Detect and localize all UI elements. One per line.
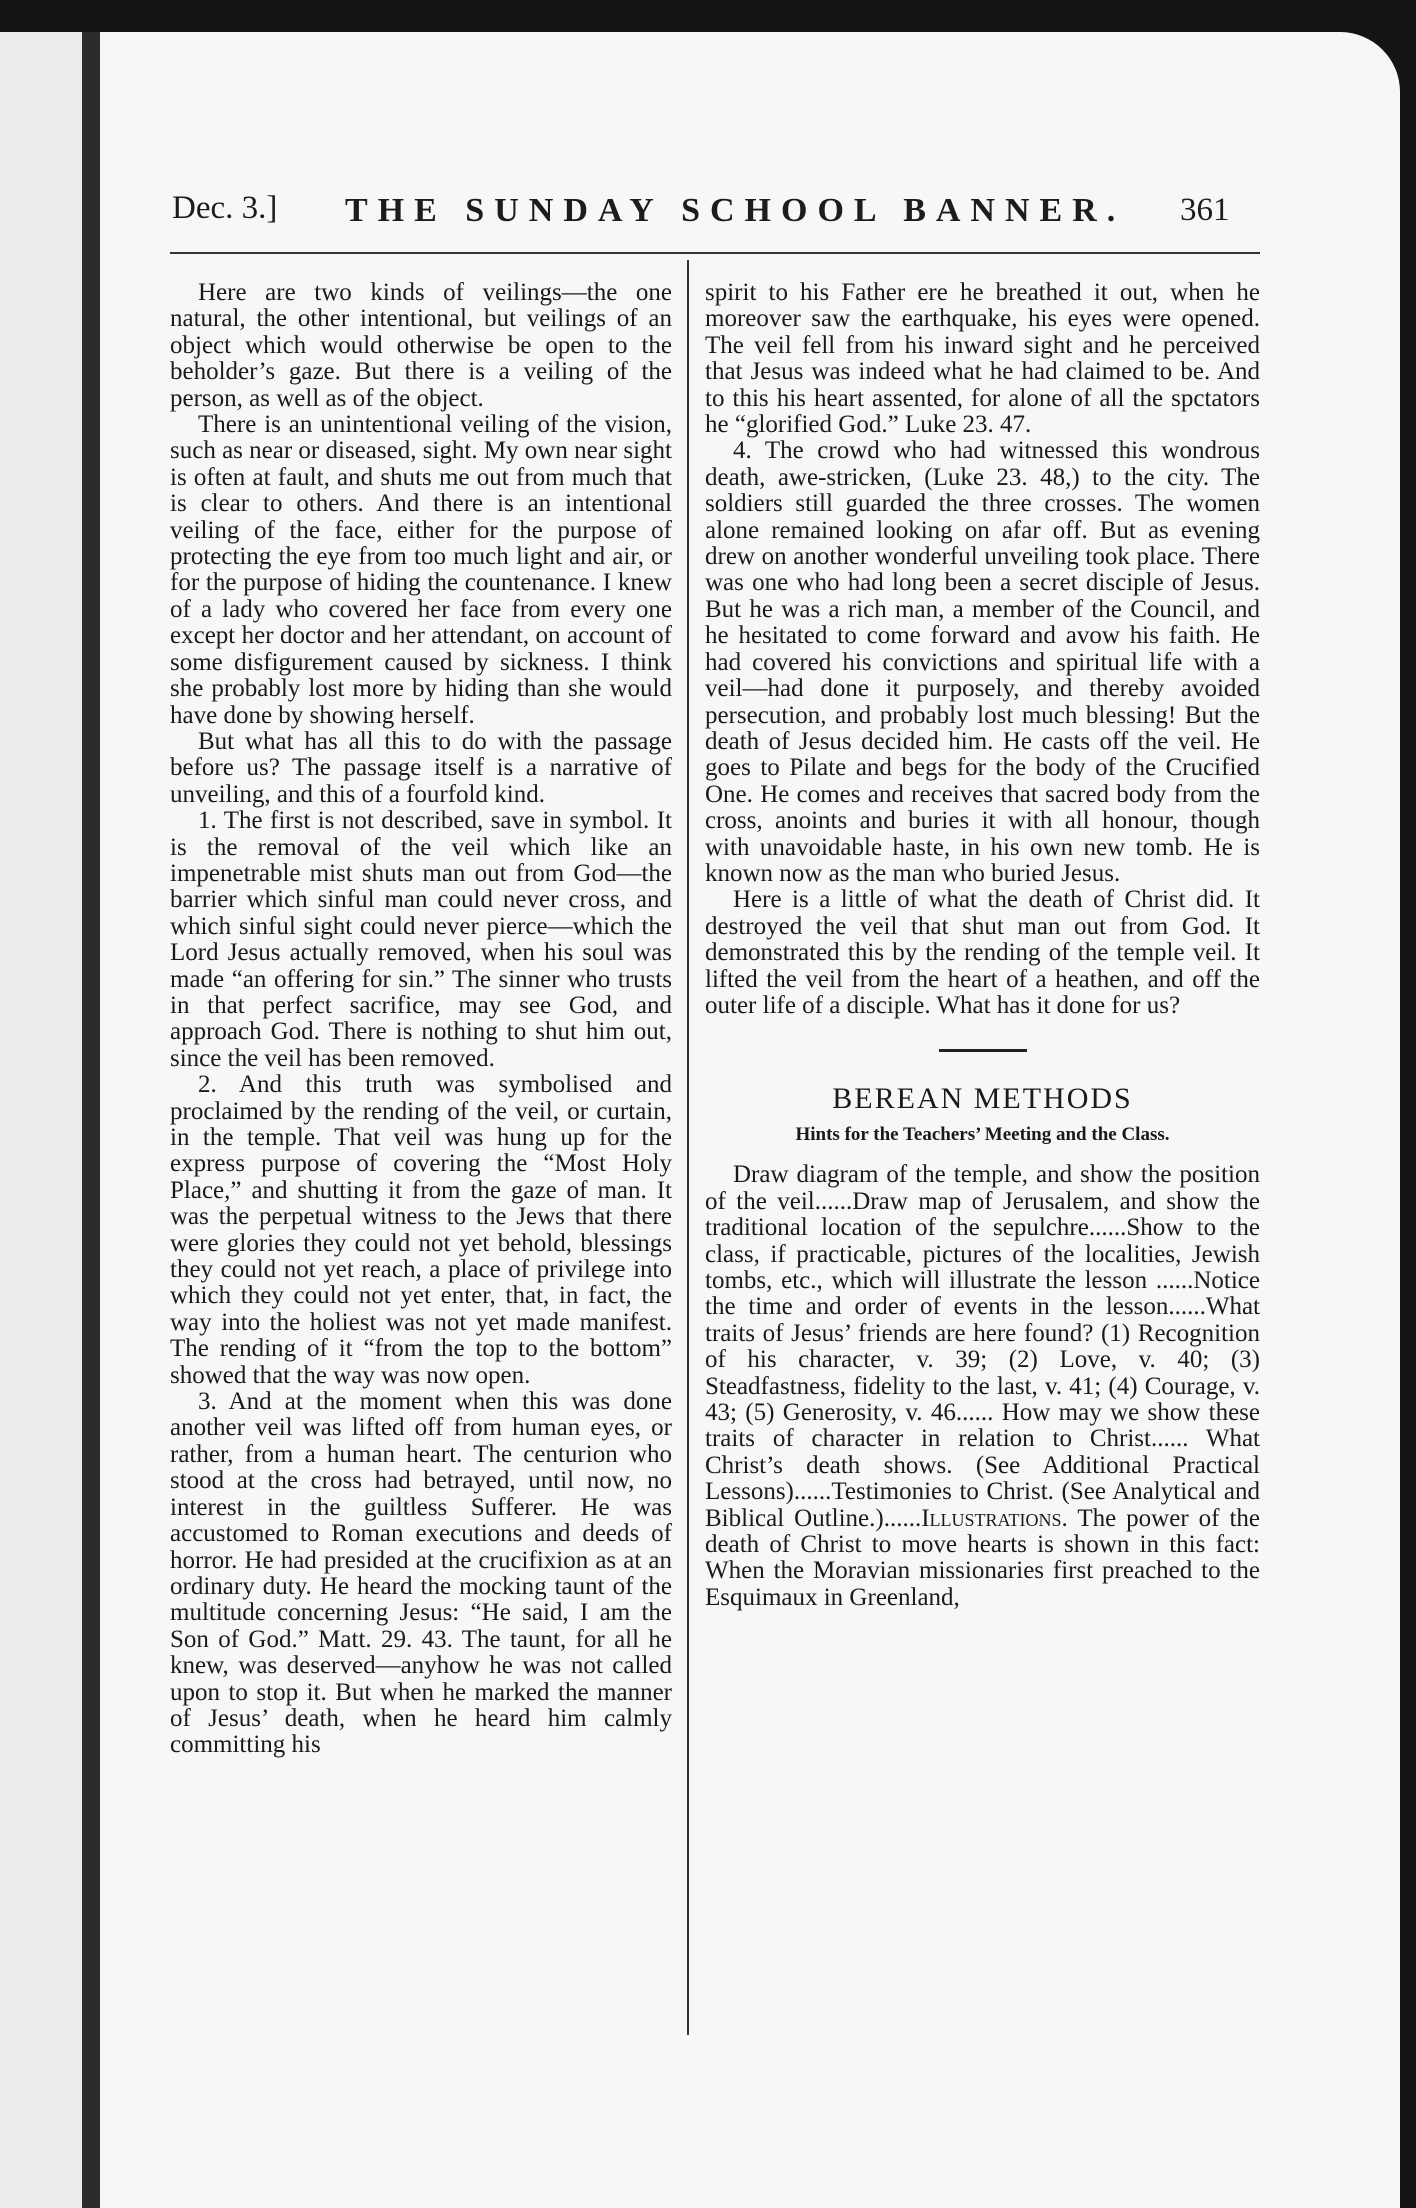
article-continuation [705,280,1260,1019]
page [100,32,1400,2208]
paragraph: Here are two kinds of veilings—the one natural, the other intentional, but veilings of an object which would otherwise be open to the beholder’s gaze. But there is a veiling of the person, as well as of the object. [170,279,672,412]
running-head-date: Dec. 3.] [172,190,278,226]
paragraph: There is an unintentional veiling of the vision, such as near or diseased, sight. My own near sight is often at fault, and shuts me out from much that is clear to others. And there is an intentional veiling of the face, either for the purpose of protecting the eye from too much light and air, or for the purpose of hiding the countenance. I knew of a lady who covered her face from every one except her doctor and her attendant, on account of some disfigurement caused by sickness. I think she probably lost more by hiding than she would have done by showing herself. [170,411,672,729]
berean-text-end: The power of the death of Christ to move hearts is shown in this fact: When the Moravian missionaries first preached to the Esquimaux in Greenland, [705,1504,1260,1611]
running-head-title: THE SUNDAY SCHOOL BANNER. [345,192,1126,229]
section-heading: BEREAN METHODS [832,1082,1133,1116]
illustrations-label: Illustrations. [921,1504,1068,1532]
paragraph: 2. And this truth was symbolised and proclaimed by the rending of the veil, or curtain, in the temple. That veil was hung up for the express purpose of covering the “Most Holy Place,” and shutting it from the gaze of man. It was the perpetual witness to the Jews that there were glories they could not yet behold, blessings they could not yet reach, a place of privilege into which they could not yet enter, that, in fact, the way into the holiest was not yet made manifest. The rending of it “from the top to the bottom” showed that the way was now open. [170,1071,672,1389]
paragraph: But what has all this to do with the passage before us? The passage itself is a narrative of unveiling, and this of a fourfold kind. [170,727,672,808]
berean-body [705,1162,1260,1611]
section-rule [939,1049,1027,1052]
paragraph: 4. The crowd who had witnessed this wondrous death, awe-stricken, (Luke 23. 48,) to the city. The soldiers still guarded the three crosses. The women alone remained looking on afar off. But as evening drew on another wonderful unveiling took place. There was one who had long been a secret disciple of Jesus. But he was a rich man, a member of the Council, and he hesitated to come forward and avow his faith. He had covered his convictions and spiritual life with a veil—had done it purposely, and thereby avoided persecution, and probably lost much blessing! But the death of Jesus decided him. He casts off the veil. He goes to Pilate and begs for the body of the Crucified One. He comes and receives that sacred body from the cross, anoints and buries it with all honour, though with unavoidable haste, in his own new tomb. He is known now as the man who buried Jesus. [705,437,1260,887]
right-column [705,280,1260,1611]
paragraph: 1. The first is not described, save in symbol. It is the removal of the veil which like an impenetrable mist shuts man out from God—the barrier which sinful man could never cross, and which sinful sight could never pierce—which the Lord Jesus actually removed, when his soul was made “an offering for sin.” The sinner who trusts in that perfect sacrifice, may see God, and approach God. There is nothing to shut him out, since the veil has been removed. [170,807,672,1072]
paragraph: 3. And at the moment when this was done another veil was lifted off from human eyes, or rather, from a human heart. The centurion who stood at the cross had betrayed, until now, no interest in the guiltless Sufferer. He was accustomed to Roman executions and deeds of horror. He had presided at the crucifixion as at an ordinary duty. He heard the mocking taunt of the multitude concerning Jesus: “He said, I am the Son of God.” Matt. 29. 43. The taunt, for all he knew, was deserved—anyhow he was not called upon to stop it. But when he marked the manner of Jesus’ death, when he heard him calmly committing his [170,1388,672,1759]
facing-page-edge [0,32,82,2208]
header-rule [170,252,1260,254]
left-column [170,280,672,1759]
page-number: 361 [1180,192,1230,228]
paragraph-continuation: spirit to his Father ere he breathed it out, when he moreover saw the earthquake, his eyes were opened. The veil fell from his inward sight and he perceived that Jesus was indeed what he had claimed to be. And to this his heart assented, for alone of all the spctators he “glorified God.” Luke 23. 47. [705,279,1260,439]
berean-text: Draw diagram of the temple, and show the position of the veil......Draw map of Jerusalem, and show the traditional location of the sepulchre......Show to the class, if practicable, pictures of the localities, Jewish tombs, etc., which will illustrate the lesson ......Notice the time and order of events in the lesson......What traits of Jesus’ friends are here found? (1) Recognition of his character, v. 39; (2) Love, v. 40; (3) Steadfastness, fidelity to the last, v. 41; (4) Courage, v. 43; (5) Generosity, v. 46...... How may we show these traits of character in relation to Christ...... What Christ’s death shows. (See Additional Practical Lessons)......Testimonies to Christ. (See Analytical and Biblical Outline.)...... [705,1161,1260,1532]
column-divider [687,260,689,2035]
paragraph: Here is a little of what the death of Christ did. It destroyed the veil that shut man out from God. It demonstrated this by the rending of the temple veil. It lifted the veil from the heart of a heathen, and off the outer life of a disciple. What has it done for us? [705,886,1260,1019]
binding-gutter [82,32,100,2208]
section-subheading: Hints for the Teachers’ Meeting and the Class. [795,1124,1170,1146]
